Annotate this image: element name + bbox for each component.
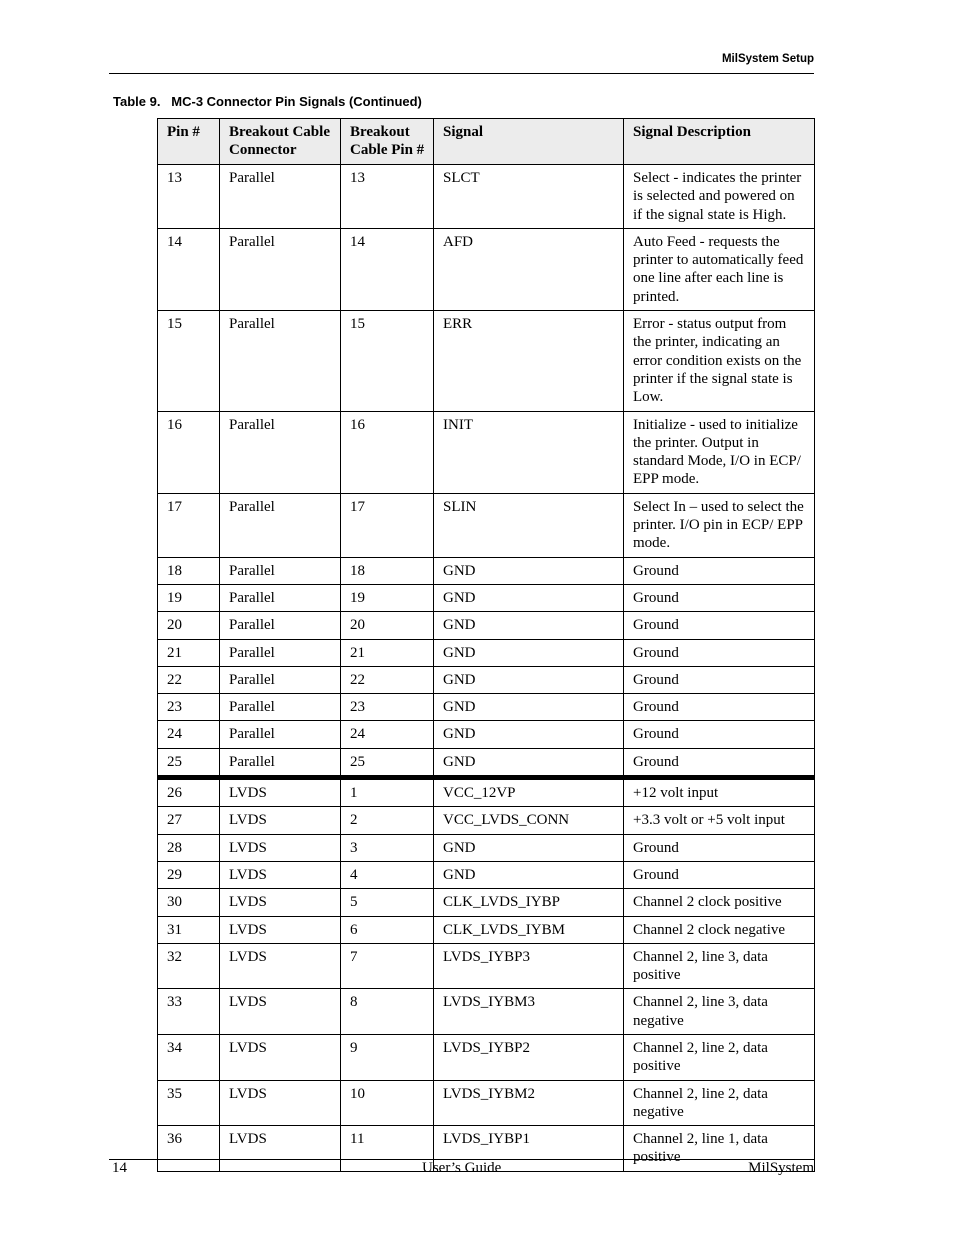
table-cell: 22 [158,666,220,693]
table-cell: 24 [158,721,220,748]
table-cell: Channel 2, line 2, data negative [624,1080,815,1126]
table-row [158,861,815,888]
table-cell: 26 [158,778,220,807]
table-cell: GND [434,666,624,693]
table-cell: 17 [341,493,434,557]
table-cell: Ground [624,721,815,748]
table-cell: VCC_LVDS_CONN [434,807,624,834]
table-cell: 20 [158,612,220,639]
table-cell: 8 [341,989,434,1035]
table-cell: LVDS [220,916,341,943]
table-cell: LVDS_IYBP2 [434,1034,624,1080]
table-cell: 18 [341,557,434,584]
table-cell: LVDS [220,1080,341,1126]
table-row [158,889,815,916]
table-cell: Parallel [220,584,341,611]
table-cell: 13 [158,165,220,229]
table-cell: Channel 2, line 3, data positive [624,943,815,989]
table-header-row [158,119,815,165]
table-cell: Parallel [220,165,341,229]
product-name: MilSystem [748,1160,814,1176]
table-cell: 23 [158,694,220,721]
table-row [158,411,815,493]
table-cell: LVDS [220,943,341,989]
table-row [158,584,815,611]
table-row [158,1034,815,1080]
table-cell: 35 [158,1080,220,1126]
table-cell: 9 [341,1034,434,1080]
table-cell: Auto Feed - requests the printer to automatically feed one line after each line is printed. [624,228,815,310]
table-row [158,666,815,693]
table-cell: Parallel [220,721,341,748]
table-cell: Parallel [220,748,341,777]
table-cell: LVDS [220,807,341,834]
column-header: Pin # [158,119,220,165]
table-row [158,557,815,584]
table-cell: GND [434,694,624,721]
table-cell: 3 [341,834,434,861]
table-cell: 10 [341,1080,434,1126]
table-cell: Initialize - used to initialize the printer. Output in standard Mode, I/O in ECP/ EPP mode. [624,411,815,493]
table-row [158,694,815,721]
table-row [158,748,815,777]
table-cell: GND [434,748,624,777]
table-cell: GND [434,721,624,748]
table-cell: 11 [341,1126,434,1172]
table-cell: 27 [158,807,220,834]
section-title: MilSystem Setup [721,53,814,65]
table-cell: Select - indicates the printer is selected and powered on if the signal state is High. [624,165,815,229]
table-cell: 13 [341,165,434,229]
table-cell: Parallel [220,666,341,693]
table-cell: Ground [624,834,815,861]
table-cell: Channel 2 clock negative [624,916,815,943]
table-cell: 33 [158,989,220,1035]
table-cell: +12 volt input [624,778,815,807]
table-cell: Ground [624,584,815,611]
table-cell: Parallel [220,557,341,584]
table-cell: LVDS [220,989,341,1035]
table-cell: Ground [624,666,815,693]
running-header [109,52,814,74]
table-cell: Parallel [220,694,341,721]
table-row [158,639,815,666]
table-cell: +3.3 volt or +5 volt input [624,807,815,834]
guide-title: User’s Guide [422,1160,502,1176]
table-cell: 4 [341,861,434,888]
table-cell: LVDS_IYBP3 [434,943,624,989]
table-cell: 22 [341,666,434,693]
table-row [158,989,815,1035]
table-row [158,834,815,861]
table-cell: Select In – used to select the printer. I/O pin in ECP/ EPP mode. [624,493,815,557]
table-cell: 18 [158,557,220,584]
table-cell: 15 [341,311,434,411]
table-cell: 7 [341,943,434,989]
table-cell: GND [434,834,624,861]
table-row [158,943,815,989]
table-cell: LVDS_IYBM2 [434,1080,624,1126]
table-cell: 16 [158,411,220,493]
table-cell: 20 [341,612,434,639]
table-cell: Parallel [220,612,341,639]
table-cell: Parallel [220,311,341,411]
table-cell: GND [434,861,624,888]
table-cell: 14 [341,228,434,310]
table-cell: LVDS_IYBM3 [434,989,624,1035]
table-cell: LVDS_IYBP1 [434,1126,624,1172]
table-cell: 32 [158,943,220,989]
table-cell: CLK_LVDS_IYBP [434,889,624,916]
table-cell: 5 [341,889,434,916]
table-cell: GND [434,584,624,611]
table-row [158,916,815,943]
table-cell: CLK_LVDS_IYBM [434,916,624,943]
table-row [158,165,815,229]
table-cell: ERR [434,311,624,411]
table-cell: 25 [158,748,220,777]
table-row [158,807,815,834]
table-cell: 2 [341,807,434,834]
table-cell: Ground [624,748,815,777]
table-cell: AFD [434,228,624,310]
table-caption: Table 9. MC-3 Connector Pin Signals (Continued) [113,94,422,109]
table-cell: 25 [341,748,434,777]
table-row [158,1080,815,1126]
table-cell: 6 [341,916,434,943]
table-row [158,311,815,411]
table-cell: Parallel [220,493,341,557]
table-cell: Ground [624,557,815,584]
table-cell: GND [434,612,624,639]
table-cell: 17 [158,493,220,557]
table-cell: Channel 2, line 1, data positive [624,1126,815,1172]
table-cell: 15 [158,311,220,411]
table-cell: LVDS [220,861,341,888]
table-cell: SLIN [434,493,624,557]
table-cell: 16 [341,411,434,493]
column-header: Signal Description [624,119,815,165]
table-cell: 30 [158,889,220,916]
table-cell: LVDS [220,1034,341,1080]
table-cell: 34 [158,1034,220,1080]
table-cell: GND [434,639,624,666]
table-cell: 24 [341,721,434,748]
table-cell: SLCT [434,165,624,229]
table-cell: 19 [158,584,220,611]
table-cell: 23 [341,694,434,721]
table-cell: Channel 2 clock positive [624,889,815,916]
table-cell: GND [434,557,624,584]
page-number: 14 [112,1160,127,1176]
column-header: Breakout Cable Connector [220,119,341,165]
table-cell: 21 [158,639,220,666]
table-cell: 31 [158,916,220,943]
table-cell: Ground [624,639,815,666]
table-cell: Channel 2, line 2, data positive [624,1034,815,1080]
table-cell: 21 [341,639,434,666]
table-cell: Ground [624,612,815,639]
table-row [158,612,815,639]
table-cell: LVDS [220,834,341,861]
table-cell: Parallel [220,228,341,310]
table-cell: LVDS [220,1126,341,1172]
table-cell: Ground [624,861,815,888]
page-footer [109,1159,814,1180]
table-row [158,778,815,807]
table-cell: 19 [341,584,434,611]
table-cell: 36 [158,1126,220,1172]
table-body [158,165,815,1172]
table-cell: 28 [158,834,220,861]
table-cell: INIT [434,411,624,493]
table-row [158,721,815,748]
table-cell: LVDS [220,778,341,807]
table-cell: Channel 2, line 3, data negative [624,989,815,1035]
table-cell: Ground [624,694,815,721]
table-cell: 14 [158,228,220,310]
column-header: Breakout Cable Pin # [341,119,434,165]
table-cell: Parallel [220,411,341,493]
table-cell: Parallel [220,639,341,666]
table-cell: VCC_12VP [434,778,624,807]
table-row [158,228,815,310]
table-row [158,493,815,557]
column-header: Signal [434,119,624,165]
table-cell: 29 [158,861,220,888]
table-cell: Error - status output from the printer, indicating an error condition exists on the printer if the signal state is Low. [624,311,815,411]
pin-signals-table [157,118,815,1172]
table-cell: 1 [341,778,434,807]
table-cell: LVDS [220,889,341,916]
